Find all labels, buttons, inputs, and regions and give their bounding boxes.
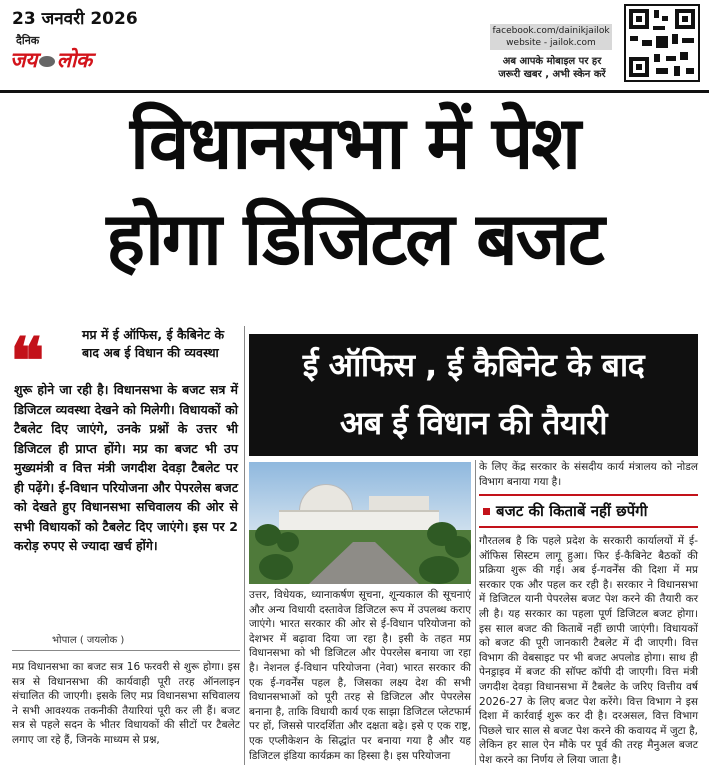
column-divider-2	[475, 460, 476, 765]
website-link[interactable]: website - jailok.com	[506, 38, 596, 48]
masthead	[0, 0, 709, 88]
facebook-link[interactable]: facebook.com/dainikjailok	[492, 26, 610, 36]
main-headline	[0, 96, 709, 288]
globe-icon	[39, 56, 55, 67]
article-column-3: गौरतलब है कि पहले प्रदेश के सरकारी कार्यालयों में ई-ऑफिस सिस्टम लागू हुआ। फिर ई-कैबिनेट बैठकों की प्रक्रिया शुरू की गई। अब ई-गवर्नेंस की दिशा में मप्र सरकार एक और पहल कर रही है। सरकार ने विधानसभा में डिजिटल यानी पेपरलेस बजट पेश करने की तैयारी कर ली है। यह सरकार का पहला पूर्ण डिजिटल बजट होगा। इस साल बजट की किताबें नहीं छापी जाएंगी। विधायकों को बजट की पूरी जानकारी टैबलेट में दी जाएगी। वित्त विभाग की वेबसाइट पर भी बजट अपलोड होगा। साथ ही पेनड्राइव में बजट की सॉफ्ट कॉपी दी जाएगी। वित्त मंत्री जगदीश देवड़ा विधानसभा में टैबलेट के जरिए वित्तीय वर्ष 2026-27 के लिए बजट पेश करेंगे। वित्त विभाग ने इस दिशा में कार्रवाई शुरू कर दी है। दरअसल, वित्त विभाग पिछले चार साल से बजट पेश करने की कवायद में जुटा है, लेकिन हर साल ऐन मौके पर पूर्व की तरह मैनुअल बजट पेश करने का निर्णय ले लिया जाता है।	[479, 535, 698, 765]
article-column-2: उत्तर, विधेयक, ध्यानाकर्षण सूचना, शून्यकाल की सूचनाएं और अन्य विधायी दस्तावेज डिजिटल रूप में उपलब्ध कराए जाएंगे। भारत सरकार की ओर से ई-विधान परियोजना को देशभर में बढ़ावा दिया जा रहा है। इसी के तहत मप्र विधानसभा को भी डिजिटल और पेपरलेस बनाया जा रहा है। नेशनल ई-विधान परियोजना (नेवा) भारत सरकार की एक ई-गवर्नेंस पहल है, जिसका लक्ष्य देश की सभी विधानसभाओं को पूरी तरह से डिजिटल और पेपरलेस बनाना है, ताकि विधायी कार्य एक साझा डिजिटल प्लेटफार्म पर हों, जिससे पारदर्शिता और दक्षता बढ़े। इसे ए एक राष्ट्र, एक एप्लीकेशन के सिद्धांत पर बनाया गया है और यह डिजिटल इंडिया कार्यक्रम का हिस्सा है। इस परियोजना	[249, 589, 471, 762]
section-heading-text: बजट की किताबें नहीं छपेंगी	[496, 502, 648, 520]
headline-line2: होगा डिजिटल बजट	[106, 197, 603, 282]
subheadline-box	[249, 334, 698, 456]
brand-left: जय	[10, 47, 37, 72]
brand-prefix: दैनिक	[16, 34, 40, 47]
article-column-1: मप्र विधानसभा का बजट सत्र 16 फरवरी से शुरू होगा। इस सत्र से विधानसभा की कार्यवाही पूरी तरह ऑनलाइन संचालित की जाएगी। इसके लिए मप्र विधानसभा सचिवालय ने सभी आवश्यक तकनीकी तैयारियां पूरी कर ली हैं। बजट सत्र से पहले सदन के भीतर विधायकों की सीटों पर टैबलेट लगाए जा रहे हैं, जिनके माध्यम से प्रश्न,	[12, 661, 240, 746]
scan-prompt	[486, 55, 618, 81]
scan-prompt-line1: अब आपके मोबाइल पर हर	[502, 56, 602, 67]
headline-line1: विधानसभा में पेश	[130, 101, 579, 186]
masthead-divider	[0, 90, 709, 93]
lede-body: शुरू होने जा रही है। विधानसभा के बजट सत्र में डिजिटल व्यवस्था देखने को मिलेगी। विधायकों को टैबलेट दिए जाएंगे, उनके प्रश्नों के उत्तर भी डिजिटल ही प्राप्त होंगे। मप्र का बजट भी उप मुख्यमंत्री व वित्त मंत्री जगदीश देवड़ा टैबलेट पर ही पढ़ेंगे। ई-विधान परियोजना और पेपरलेस बजट को देखते हुए विधानसभा सचिवालय की ओर से सभी विधायकों को टैबलेट दिए जाएंगे। इस पर 2 करोड़ रुपए से ज्यादा खर्च होंगे।	[14, 382, 238, 553]
section-heading	[479, 494, 698, 528]
lede-intro: मप्र में ई ऑफिस, ई कैबिनेट के बाद अब ई विधान की व्यवस्था	[82, 327, 225, 360]
social-box[interactable]	[490, 24, 612, 50]
scan-prompt-line2: जरूरी खबर , अभी स्केन करें	[498, 69, 606, 80]
article-column-3-intro: के लिए केंद्र सरकार के संसदीय कार्य मंत्रालय को नोडल विभाग बनाया गया है।	[479, 461, 698, 488]
assembly-building-photo	[249, 462, 471, 584]
brand-logo[interactable]	[10, 46, 92, 74]
byline: भोपाल ( जयलोक )	[52, 635, 125, 646]
bullet-icon	[483, 508, 490, 515]
qr-code-icon[interactable]	[624, 4, 700, 82]
subheadline-line1: ई ऑफिस , ई कैबिनेट के बाद	[302, 346, 645, 384]
column-divider	[244, 326, 245, 765]
brand-right: लोक	[56, 47, 92, 72]
subheadline-line2: अब ई विधान की तैयारी	[339, 404, 608, 442]
issue-date: 23 जनवरी 2026	[12, 9, 138, 29]
byline-divider	[12, 650, 240, 651]
quote-icon: ❝	[10, 324, 45, 399]
